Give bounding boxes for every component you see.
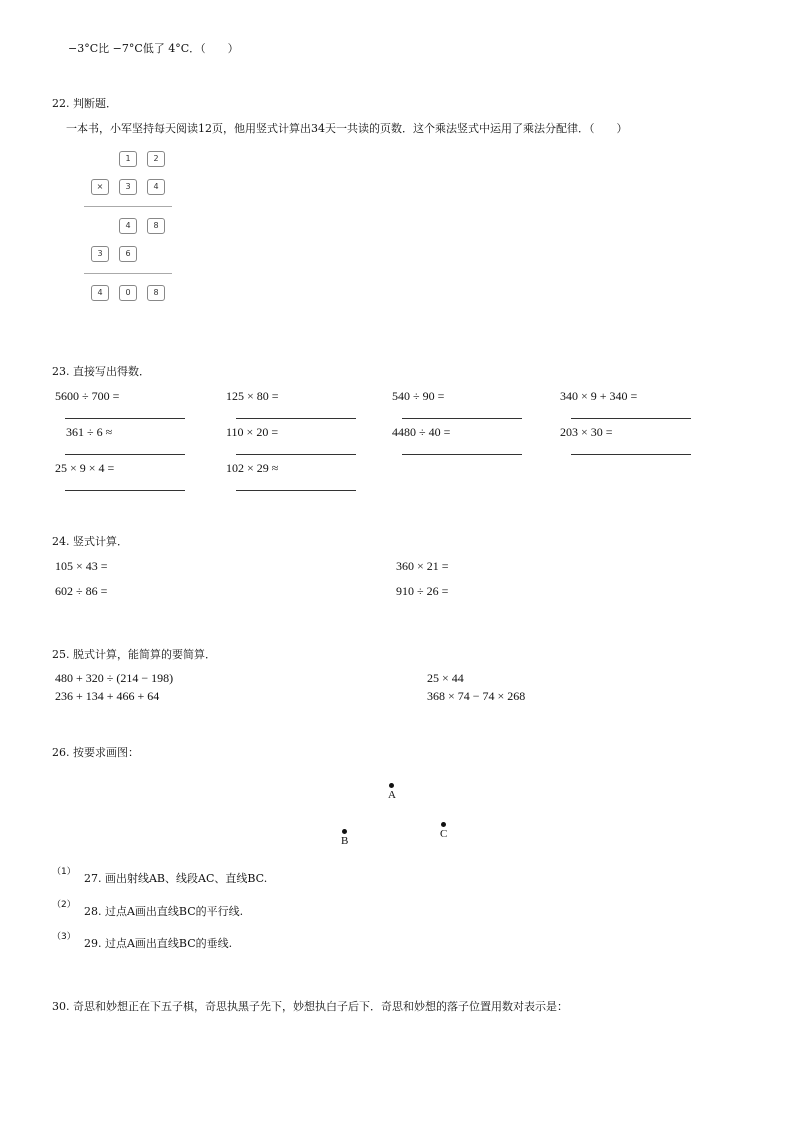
answer-line[interactable]: [402, 454, 522, 455]
answer-line[interactable]: [236, 418, 356, 419]
q25-title: 25. 脱式计算，能简算的要简算．: [52, 648, 216, 661]
point-b-label: B: [341, 835, 349, 847]
step-calc-item: 480 + 320 ÷ (214 − 198): [55, 671, 174, 685]
digit-cell: 3: [91, 246, 109, 262]
oral-calc-item: 540 ÷ 90 =: [392, 389, 445, 403]
answer-line[interactable]: [65, 454, 185, 455]
vertical-calc-item: 360 × 21 =: [396, 559, 449, 573]
q22-statement: 一本书，小军坚持每天阅读12页，他用竖式计算出34天一共读的页数．这个乘法竖式中运用了乘法分配律．（ ）: [66, 122, 628, 135]
point-a-label: A: [388, 789, 396, 801]
step-calc-item: 368 × 74 − 74 × 268: [427, 689, 526, 703]
q22-title: 22. 判断题．: [52, 97, 117, 110]
times-sign-cell: ×: [91, 179, 109, 195]
oral-calc-item: 25 × 9 × 4 =: [55, 461, 115, 475]
step-calc-item: 236 + 134 + 466 + 64: [55, 689, 160, 703]
point-c-label: C: [440, 828, 448, 840]
point-c-dot: [441, 822, 446, 827]
q23-title: 23. 直接写出得数．: [52, 365, 150, 378]
sub-question: 27. 画出射线AB、线段AC、直线BC.: [84, 872, 268, 885]
answer-line[interactable]: [65, 490, 185, 491]
answer-line[interactable]: [236, 490, 356, 491]
vertical-calc-item: 910 ÷ 26 =: [396, 584, 449, 598]
answer-line[interactable]: [65, 418, 185, 419]
step-calc-item: 25 × 44: [427, 671, 464, 685]
oral-calc-item: 340 × 9 + 340 =: [560, 389, 638, 403]
q30-statement: 30. 奇思和妙想正在下五子棋，奇思执黑子先下，妙想执白子后下．奇思和妙想的落子位置用数对表示是：: [52, 1000, 568, 1013]
digit-cell: 6: [119, 246, 137, 262]
digit-cell: 3: [119, 179, 137, 195]
answer-line[interactable]: [571, 418, 691, 419]
sub-number: （2）: [52, 900, 76, 910]
oral-calc-item: 102 × 29 ≈: [226, 461, 279, 475]
digit-cell: 4: [147, 179, 165, 195]
oral-calc-item: 5600 ÷ 700 =: [55, 389, 120, 403]
digit-cell: 4: [91, 285, 109, 301]
q21-statement: −3°C比 −7°C低了 4°C．（ ）: [68, 42, 239, 55]
sub-number: （3）: [52, 932, 76, 942]
point-b-dot: [342, 829, 347, 834]
divider-line: [84, 273, 172, 274]
digit-cell: 2: [147, 151, 165, 167]
q26-title: 26. 按要求画图：: [52, 746, 139, 759]
sub-question: 28. 过点A画出直线BC的平行线.: [84, 905, 244, 918]
divider-line: [84, 206, 172, 207]
q24-title: 24. 竖式计算．: [52, 535, 128, 548]
oral-calc-item: 4480 ÷ 40 =: [392, 425, 451, 439]
answer-line[interactable]: [571, 454, 691, 455]
digit-cell: 4: [119, 218, 137, 234]
sub-question: 29. 过点A画出直线BC的垂线.: [84, 937, 233, 950]
oral-calc-item: 110 × 20 =: [226, 425, 279, 439]
sub-number: （1）: [52, 867, 76, 877]
point-a-dot: [389, 783, 394, 788]
vertical-calc-item: 602 ÷ 86 =: [55, 584, 108, 598]
oral-calc-item: 361 ÷ 6 ≈: [66, 425, 113, 439]
digit-cell: 8: [147, 218, 165, 234]
digit-cell: 8: [147, 285, 165, 301]
digit-cell: 1: [119, 151, 137, 167]
answer-line[interactable]: [402, 418, 522, 419]
digit-cell: 0: [119, 285, 137, 301]
oral-calc-item: 125 × 80 =: [226, 389, 279, 403]
oral-calc-item: 203 × 30 =: [560, 425, 613, 439]
vertical-calc-item: 105 × 43 =: [55, 559, 108, 573]
answer-line[interactable]: [236, 454, 356, 455]
